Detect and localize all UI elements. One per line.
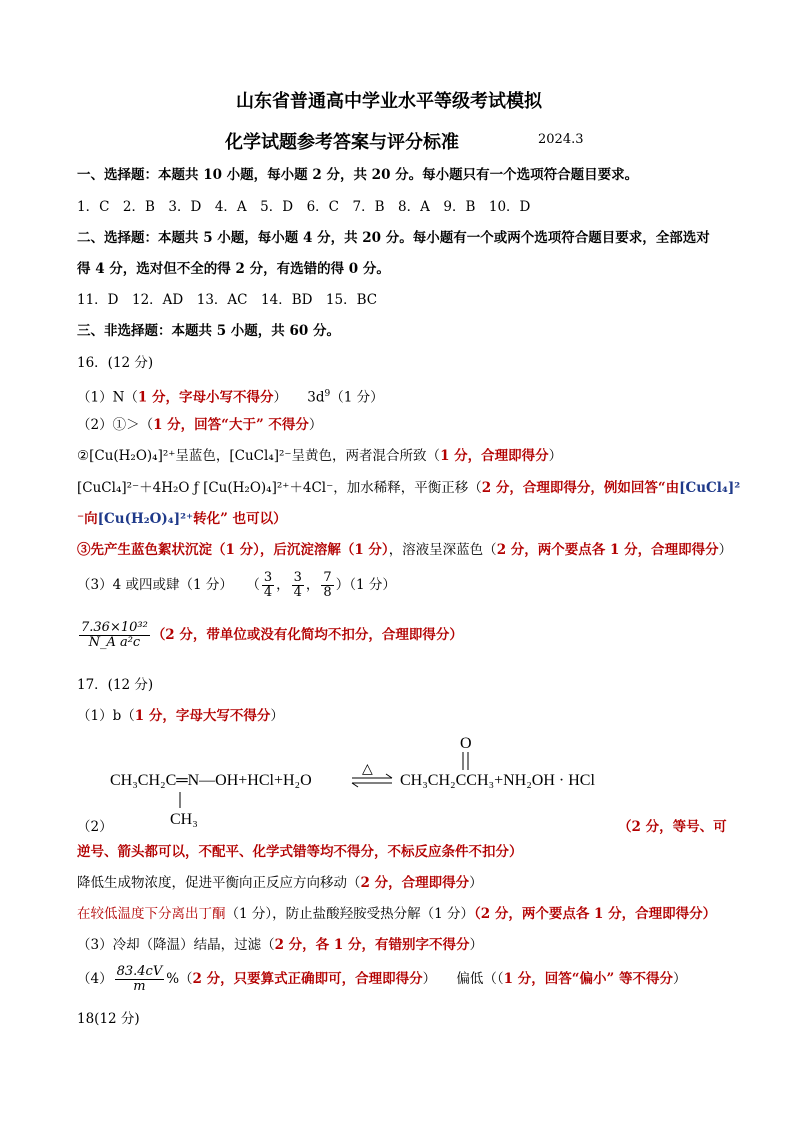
q17-part1 — [77, 707, 284, 725]
q17-p1-b: ） — [270, 708, 284, 724]
q17-p2-line3-end: ） — [469, 875, 483, 891]
q16-p2-a: （2）①＞（ — [77, 417, 154, 433]
q17-p3-note: 2 分，各 1 分，有错别字不得分 — [274, 937, 470, 953]
q17-p3-end: ） — [469, 937, 483, 953]
coord-frac-3: $\frac{7}{8}$ — [323, 570, 332, 600]
q17-part2-label: （2） — [77, 819, 113, 835]
q17-p2-line4-red: 在较低温度下分离出丁酮 — [77, 906, 226, 922]
section1-heading: 一、选择题：本题共 10 小题，每小题 2 分，共 20 分。每小题只有一个选项符合题目要求。 — [77, 167, 639, 183]
q16-p2-line3-text: [CuCl₄]²⁻＋4H₂O ƒ [Cu(H₂O)₄]²⁺＋4Cl⁻，加水稀释，平衡正移（ — [77, 480, 482, 496]
q17-p4-c: ） — [672, 971, 687, 987]
q16-density-formula — [77, 617, 463, 653]
q16-p1-c: （1 分） — [330, 389, 384, 406]
coord-frac-1: $\frac{3}{4}$ — [263, 570, 273, 600]
equation-condition: △ — [362, 762, 373, 777]
yield-fraction: $\frac{83.4cV}{m}$ — [116, 964, 163, 994]
q16-p1-sup: 9 — [324, 389, 331, 399]
q17-p4-b: ） 偏低（（ — [422, 971, 504, 987]
q17-p1-a: （1）b（ — [77, 708, 135, 724]
q16-p2-line4-note: 转化” 也可以） — [193, 511, 287, 527]
section3-heading: 三、非选择题：本题共 5 小题，共 60 分。 — [77, 323, 340, 339]
q16-p2-line3-blue: [CuCl₄]² — [679, 480, 741, 496]
q17-p2-line4-note: （2 分，两个要点各 1 分，合理即得分） — [474, 906, 717, 922]
q16-part3: （3）4 或四或肆（1 分） （ $\frac{3}{4}$ ， $\frac{3}{4}$ ， $\frac{7}{8}$ ）（1 分） — [77, 570, 396, 600]
q16-p3-b: （1 分） — [349, 577, 396, 593]
q16-p2-b: ） — [308, 417, 323, 433]
q16-p2-line5-end: ） — [718, 542, 733, 558]
q16-p2-line2-text: ②[Cu(H₂O)₄]²⁺呈蓝色，[CuCl₄]²⁻呈黄色，两者混合所致（ — [77, 448, 441, 464]
q16-p2-line5-note: 2 分，两个要点各 1 分，合理即得分 — [496, 542, 719, 558]
q17-part2-note: （2 分，等号、可 — [618, 819, 727, 835]
q17-p4-pct: %（ — [166, 971, 193, 987]
q16-p1-note: 1 分，字母小写不得分 — [137, 389, 274, 406]
section2-heading-line2: 得 4 分，选对但不全的得 2 分，有选错的得 0 分。 — [77, 261, 390, 277]
q16-part2 — [77, 416, 322, 434]
q17-part3 — [77, 936, 483, 954]
q16-p2-line5-red1: ③先产生蓝色絮状沉淀（1 分），后沉淀溶解（1 分） — [77, 542, 389, 558]
q16-formula-note: （2 分，带单位或没有化简均不扣分，合理即得分） — [151, 627, 463, 643]
q17-p2-line4-text: （1 分），防止盐酸羟胺受热分解（1 分） — [225, 906, 475, 922]
q17-label: 17．(12 分) — [77, 677, 154, 693]
q16-p2-line4-blue: [Cu(H₂O)₄]²⁺ — [97, 511, 194, 527]
q16-p2-line5-text: ，溶液呈深蓝色（ — [388, 542, 497, 558]
q17-part2-line4 — [77, 905, 716, 923]
density-fraction: $\frac{\text{7.36×10³²}}{\text{N\_A a²c}}$ — [81, 620, 148, 650]
q17-p4-a: （4） — [77, 971, 113, 987]
q16-part2-line2 — [77, 447, 562, 465]
section1-answers: 1．C 2．B 3．D 4．A 5．D 6．C 7．B 8．A 9．B 10．D — [77, 199, 531, 215]
q16-p2-note: 1 分，回答“大于” 不得分 — [153, 417, 309, 433]
reaction-equation — [100, 730, 630, 830]
q16-p3-a: （3）4 或四或肆（1 分） — [77, 577, 227, 593]
q17-p4-note: 2 分，只要算式正确即可，合理即得分 — [192, 971, 423, 987]
date: 2024.3 — [538, 132, 584, 147]
equation-carbonyl: O — [460, 735, 472, 752]
q16-label: 16．(12 分) — [77, 355, 154, 371]
q16-p2-line2-end: ） — [548, 448, 563, 464]
section2-answers: 11．D 12．AD 13．AC 14．BD 15．BC — [77, 292, 378, 308]
q17-p4-note2: 1 分，回答“偏小” 等不得分 — [503, 971, 673, 987]
q17-p1-note: 1 分，字母大写不得分 — [134, 708, 271, 724]
q17-p3-text: （3）冷却（降温）结晶，过滤（ — [77, 937, 275, 953]
section2-heading-line1: 二、选择题：本题共 5 小题，每小题 4 分，共 20 分。每小题有一个或两个选项符合题目要求，全部选对 — [77, 230, 710, 246]
q17-part2-line3 — [77, 874, 483, 892]
q17-part2-note-line2: 逆号、箭头都可以，不配平、化学式错等均不得分，不标反应条件不扣分） — [77, 844, 523, 860]
q16-p2-line3-note: 2 分，合理即得分，例如回答“由 — [481, 480, 680, 496]
q16-p1-a: （1）N（ — [77, 389, 138, 406]
q16-part2-line5 — [77, 541, 732, 559]
equation-branch: CH₃ — [170, 811, 198, 828]
page-title: 山东省普通高中学业水平等级考试模拟 — [236, 91, 542, 112]
q16-part1 — [77, 385, 384, 407]
page-subtitle: 化学试题参考答案与评分标准 — [225, 132, 459, 153]
q16-part2-line3 — [77, 479, 740, 497]
q16-p2-line4-a: ⁻向 — [77, 511, 98, 527]
equation-right: CH₃CH₂CCH₃+NH₂OH · HCl — [400, 772, 595, 789]
equation-left: CH₃CH₂C═N—OH+HCl+H₂O — [110, 772, 312, 789]
q17-p2-line3-note: 2 分，合理即得分 — [360, 875, 470, 891]
coord-frac-2: $\frac{3}{4}$ — [293, 570, 302, 600]
q16-p1-b: ） 3d — [273, 389, 325, 406]
q17-p2-line3-text: 降低生成物浓度，促进平衡向正反应方向移动（ — [77, 875, 361, 891]
q18-label: 18(12 分) — [77, 1011, 140, 1027]
q17-part4 — [77, 960, 686, 998]
q16-part2-line4 — [77, 510, 287, 528]
q16-p2-line2-note: 1 分，合理即得分 — [440, 448, 549, 464]
